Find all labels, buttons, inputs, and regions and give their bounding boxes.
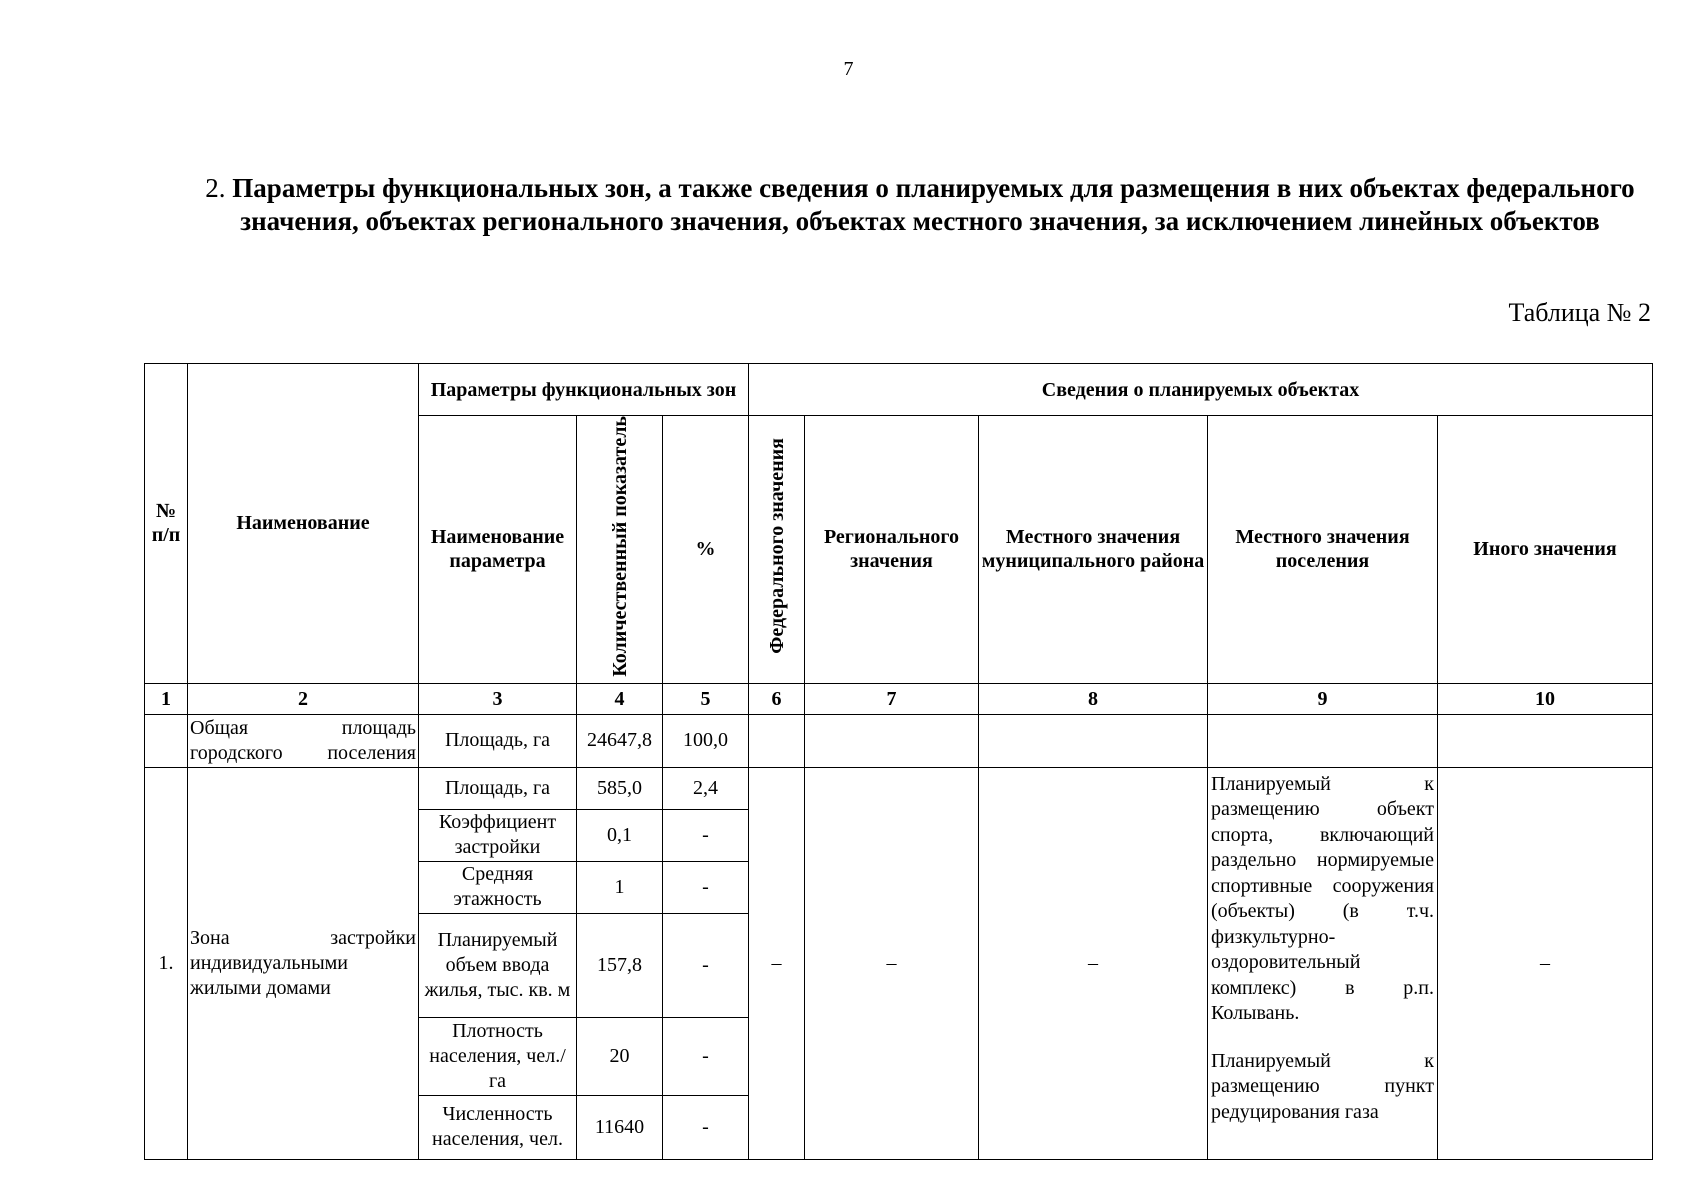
- zone-param-name: Плотность населения, чел./га: [419, 1017, 577, 1095]
- header-row-1: [145, 364, 1653, 416]
- header-percent: %: [663, 416, 749, 684]
- zone-regional: –: [805, 767, 979, 1159]
- zone-num: 1.: [145, 767, 188, 1159]
- zones-table: [144, 363, 1653, 1160]
- zone-param-quantity: 1: [577, 861, 663, 913]
- header-local-settlement: Местного значения поселения: [1208, 416, 1438, 684]
- col-number: 8: [979, 683, 1208, 714]
- zone-federal: –: [749, 767, 805, 1159]
- total-row: [145, 714, 1653, 767]
- table-label: Таблица № 2: [1508, 298, 1651, 327]
- zone-name-text: Зона застройки индивидуальными жилыми домами: [190, 926, 416, 999]
- column-numbers-row: [145, 683, 1653, 714]
- header-param-name: Наименование параметра: [419, 416, 577, 684]
- zone-param-percent: 2,4: [663, 767, 749, 809]
- header-regional: Регионального значения: [805, 416, 979, 684]
- zone-other: –: [1438, 767, 1653, 1159]
- col-number: 4: [577, 683, 663, 714]
- header-quantity-text: Количественный показатель: [608, 416, 631, 677]
- header-other: Иного значения: [1438, 416, 1653, 684]
- col-number: 1: [145, 683, 188, 714]
- local-settlement-object-1: Планируемый к размещению объект спорта, включающий раздельно нормируемые спортивные сооружения (объекты) (в т.ч. физкультурно-оздоровительный комплекс) в р.п. Колывань.: [1211, 772, 1434, 1025]
- total-percent: 100,0: [663, 714, 749, 767]
- zone-param-name: Планируемый объем ввода жилья, тыс. кв. м: [419, 913, 577, 1017]
- zone-param-name: Коэффициент застройки: [419, 809, 577, 861]
- total-regional: [805, 714, 979, 767]
- zone-param-percent: -: [663, 1095, 749, 1159]
- section-title-text: Параметры функциональных зон, а также сведения о планируемых для размещения в них объектах федерального значения, объектах регионального значения, объектах местного значения, за исключением линейных объектов: [232, 173, 1635, 236]
- zone-local-district: –: [979, 767, 1208, 1159]
- zone-param-name: Площадь, га: [419, 767, 577, 809]
- col-number: 7: [805, 683, 979, 714]
- total-other: [1438, 714, 1653, 767]
- total-param: Площадь, га: [419, 714, 577, 767]
- section-title: [200, 172, 1640, 238]
- col-number: 10: [1438, 683, 1653, 714]
- zone-param-percent: -: [663, 1017, 749, 1095]
- section-number: 2.: [205, 173, 226, 203]
- total-local-district: [979, 714, 1208, 767]
- zone-param-percent: -: [663, 809, 749, 861]
- total-federal: [749, 714, 805, 767]
- zone-param-quantity: 11640: [577, 1095, 663, 1159]
- zone-param-name: Численность населения, чел.: [419, 1095, 577, 1159]
- zone-param-percent: -: [663, 861, 749, 913]
- local-settlement-object-2: Планируемый к размещению пункт редуцирования газа: [1211, 1049, 1434, 1123]
- zone-param-quantity: 585,0: [577, 767, 663, 809]
- zone-param-quantity: 20: [577, 1017, 663, 1095]
- total-quantity: 24647,8: [577, 714, 663, 767]
- col-number: 6: [749, 683, 805, 714]
- col-number: 2: [188, 683, 419, 714]
- header-objects-group: Сведения о планируемых объектах: [749, 364, 1653, 416]
- header-federal-text: Федерального значения: [765, 438, 788, 655]
- header-name: Наименование: [188, 364, 419, 684]
- zone-local-settlement: [1208, 767, 1438, 1159]
- col-number: 3: [419, 683, 577, 714]
- header-params-group: Параметры функциональных зон: [419, 364, 749, 416]
- header-local-district: Местного значения муниципального района: [979, 416, 1208, 684]
- zone-name: [188, 767, 419, 1159]
- total-num: [145, 714, 188, 767]
- total-local-settlement: [1208, 714, 1438, 767]
- col-number: 5: [663, 683, 749, 714]
- zone-param-name: Средняя этажность: [419, 861, 577, 913]
- page-number: 7: [843, 58, 854, 80]
- header-num: № п/п: [145, 364, 188, 684]
- total-name: [188, 714, 419, 767]
- total-name-text: Общая площадь городского поселения: [190, 716, 416, 764]
- header-federal: [749, 416, 805, 684]
- header-quantity: [577, 416, 663, 684]
- zone-param-quantity: 157,8: [577, 913, 663, 1017]
- col-number: 9: [1208, 683, 1438, 714]
- zone-param-row: [145, 767, 1653, 809]
- zone-param-percent: -: [663, 913, 749, 1017]
- zone-param-quantity: 0,1: [577, 809, 663, 861]
